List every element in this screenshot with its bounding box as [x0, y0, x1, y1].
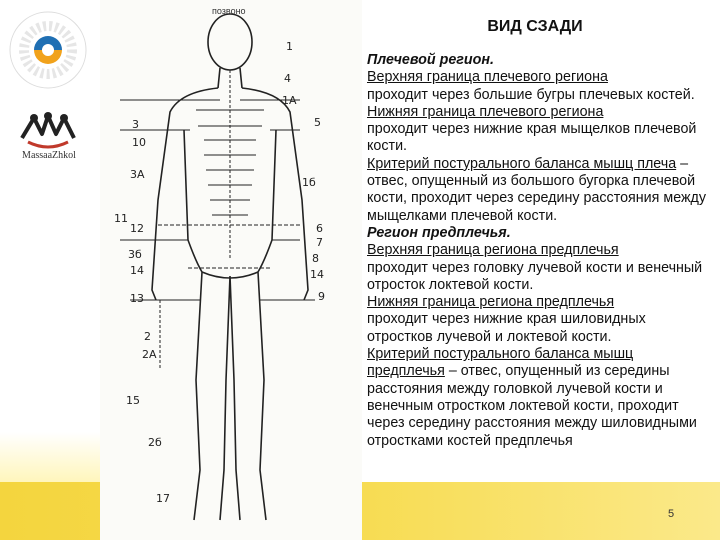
posterior-body-diagram: [100, 0, 362, 540]
upper-border-forearm: Верхняя граница региона предплечья: [367, 242, 619, 259]
section-heading-forearm: Регион предплечья.: [367, 224, 511, 241]
figure-label: 3А: [130, 168, 145, 181]
figure-label: 14: [130, 264, 144, 277]
figure-label: 10: [132, 136, 146, 149]
figure-label: 1б: [302, 176, 316, 189]
slide-title: ВИД СЗАДИ: [487, 18, 583, 35]
balance-criterion-shoulder: Критерий постурального баланса мышц плеча: [367, 155, 677, 172]
figure-label: 3б: [128, 248, 142, 261]
figure-label: 3: [132, 118, 139, 131]
balance-criterion-forearm: Критерий постурального баланса мышц предплечья: [367, 346, 634, 380]
figure-label: 15: [126, 394, 140, 407]
figure-label: 17: [156, 492, 170, 505]
upper-border-shoulder-desc: проходит через большие бугры плечевых костей.: [367, 86, 695, 103]
section-heading-shoulder: Плечевой регион.: [367, 52, 494, 68]
figure-label: 13: [130, 292, 144, 305]
school-name: MassaaZhkol: [22, 150, 76, 161]
upper-border-forearm-desc: проходит через головку лучевой кости и венечный отросток локтевой кости.: [367, 259, 703, 293]
figure-label: 9: [318, 290, 325, 303]
lower-border-shoulder: Нижняя граница плечевого региона: [367, 103, 604, 120]
balance-criterion-forearm-desc: – отвес, опущенный из середины расстояния между головкой лучевой кости и венечным отростком локтевой кости, проходит через середину расстояния между шиловидными отростками костей предплечья: [367, 363, 697, 449]
figure-label: 2б: [148, 436, 162, 449]
upper-border-shoulder: Верхняя граница плечевого региона: [367, 69, 608, 86]
figure-label: 2: [144, 330, 151, 343]
figure-label: 7: [316, 236, 323, 249]
figure-label: 5: [314, 116, 321, 129]
figure-label: 4: [284, 72, 291, 85]
lower-border-shoulder-desc: проходит через нижние края мыщелков плечевой кости.: [367, 121, 697, 155]
figure-label: 14: [310, 268, 324, 281]
figure-label: 1: [286, 40, 293, 53]
lower-border-forearm: Нижняя граница региона предплечья: [367, 294, 615, 311]
figure-label: 11: [114, 212, 128, 225]
lower-border-forearm-desc: проходит через нижние края шиловидных отростков лучевой и локтевой кости.: [367, 311, 646, 345]
figure-label: 12: [130, 222, 144, 235]
massage-academy-logo: [8, 10, 88, 90]
balance-criterion-shoulder-desc: – отвес, опущенный из большого бугорка плечевой кости, проходит через середину расстояния между мыщелками плечевой кости.: [367, 155, 707, 224]
anatomy-figure-panel: [100, 0, 362, 540]
source-text-fragment: позвоно: [212, 6, 246, 16]
figure-label: 8: [312, 252, 319, 265]
text-body: [367, 52, 712, 450]
figure-label: 2А: [142, 348, 157, 361]
figure-label: 1А: [282, 94, 297, 107]
page-number: 5: [668, 508, 675, 520]
figure-label: 6: [316, 222, 323, 235]
